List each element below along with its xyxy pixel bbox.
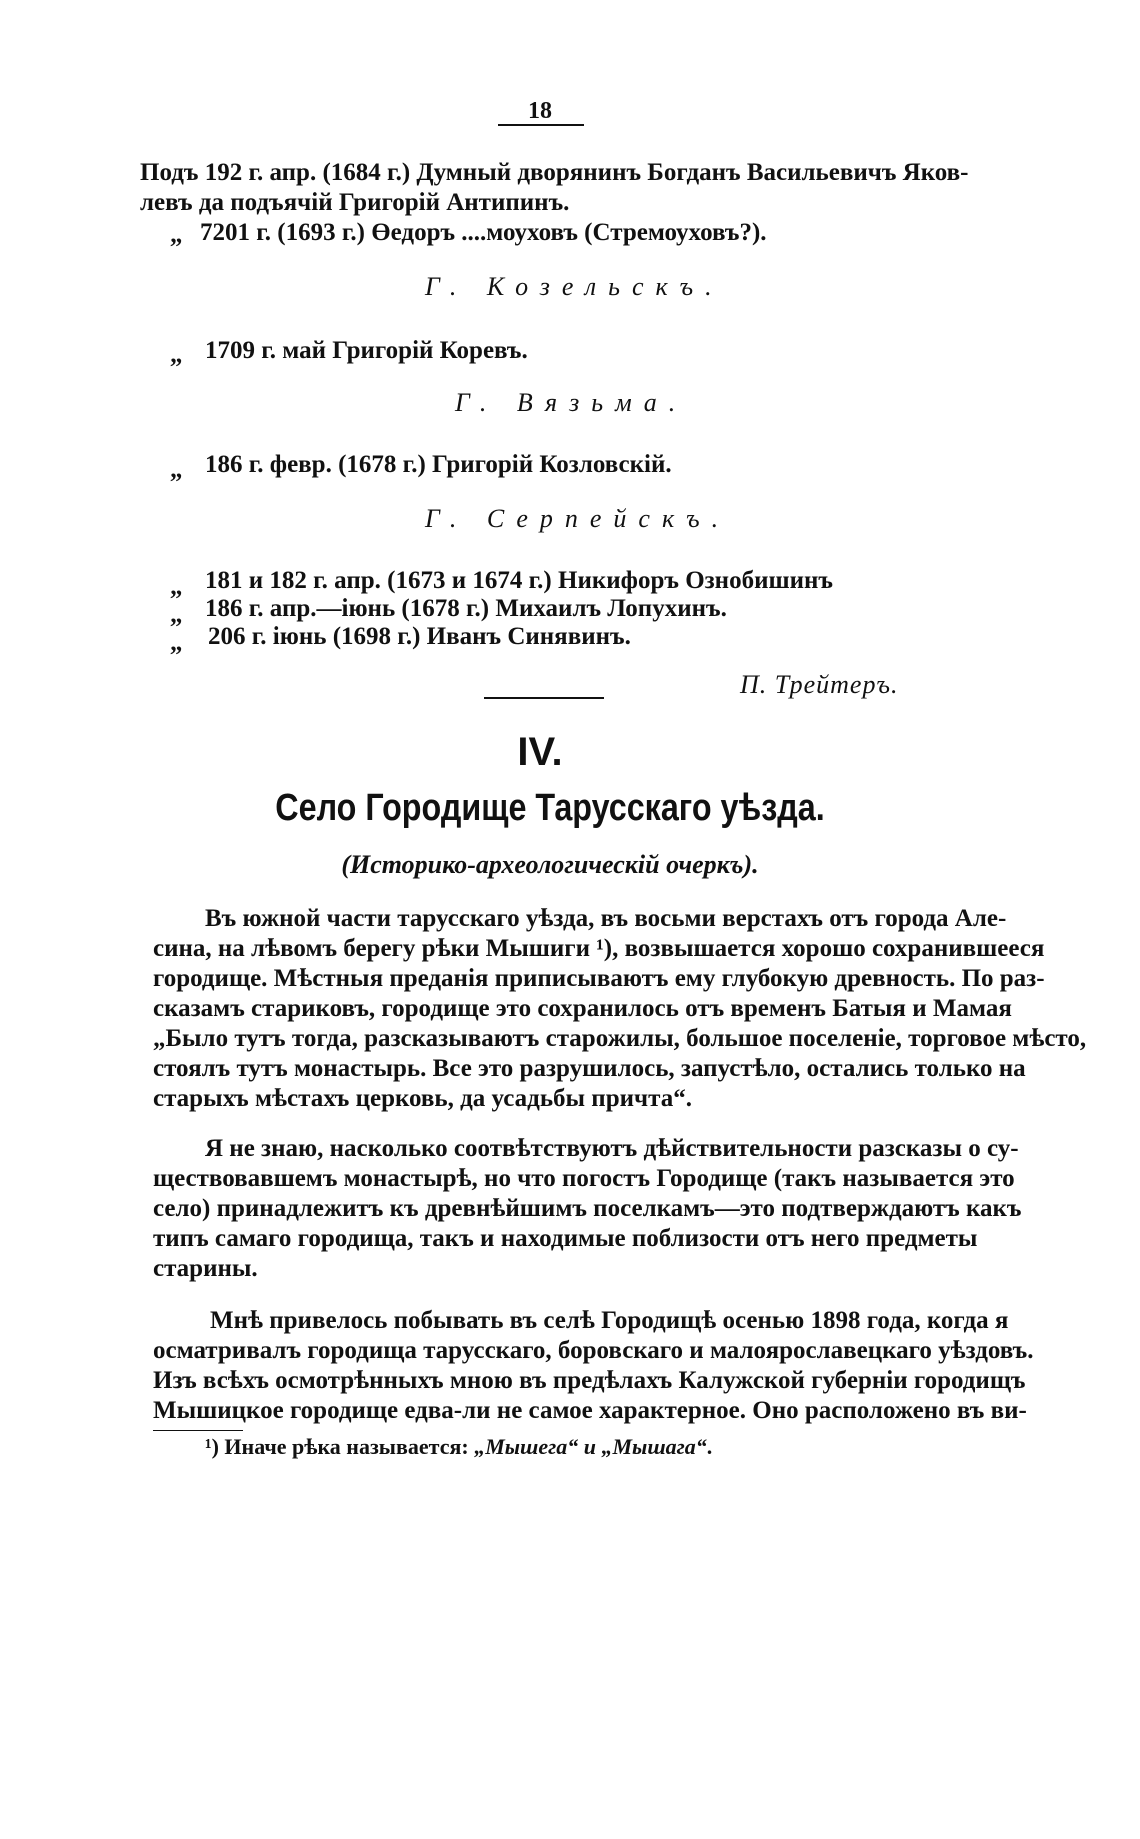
footnote-conj: и	[578, 1434, 602, 1459]
paragraph-line: стоялъ тутъ монастырь. Все это разрушилось, запустѣло, остались только на	[153, 1055, 1026, 1082]
entry-line: 7201 г. (1693 г.) Өедоръ ....моуховъ (Стремоуховъ?).	[200, 219, 767, 246]
ditto-mark: „	[170, 221, 183, 248]
paragraph-line: сказамъ стариковъ, городище это сохранилось отъ временъ Батыя и Мамая	[153, 995, 1012, 1022]
author-signature: П. Трейтеръ.	[740, 670, 899, 699]
paragraph-line: Изъ всѣхъ осмотрѣнныхъ мною въ предѣлахъ Калужской губерніи городищъ	[153, 1367, 1026, 1394]
page-number-rule	[498, 124, 584, 126]
section-heading: Г. Вязьма.	[455, 388, 688, 417]
entry-line: Подъ 192 г. апр. (1684 г.) Думный дворянинъ Богданъ Васильевичъ Яков-	[140, 159, 969, 186]
section-heading: Г. Козельскъ.	[425, 272, 724, 301]
chapter-numeral: IV.	[517, 730, 563, 774]
chapter-subtitle: (Историко-археологическій очеркъ).	[341, 850, 759, 879]
section-divider	[484, 697, 604, 699]
paragraph-line: старины.	[153, 1255, 258, 1282]
entry-line: 206 г. іюнь (1698 г.) Иванъ Синявинъ.	[208, 623, 631, 650]
entry-line: 181 и 182 г. апр. (1673 и 1674 г.) Никифоръ Ознобишинъ	[205, 567, 833, 594]
ditto-mark: „	[170, 456, 183, 483]
footnote-rule	[153, 1430, 243, 1431]
paragraph-line: „Было тутъ тогда, разсказываютъ старожилы, большое поселеніе, торговое мѣсто,	[153, 1025, 1087, 1052]
paragraph-line: Мнѣ привелось побывать въ селѣ Городищѣ осенью 1898 года, когда я	[210, 1307, 1009, 1334]
entry-line: 186 г. февр. (1678 г.) Григорій Козловскій.	[205, 451, 672, 478]
paragraph-line: сина, на лѣвомъ берегу рѣки Мышиги ¹), возвышается хорошо сохранившееся	[153, 935, 1045, 962]
paragraph-line: осматривалъ городища тарусскаго, боровскаго и малоярославецкаго уѣздовъ.	[153, 1337, 1034, 1364]
entry-line: 1709 г. май Григорій Коревъ.	[205, 337, 528, 364]
paragraph-line: типъ самаго городища, такъ и находимые поблизости отъ него предметы	[153, 1225, 978, 1252]
footnote-variant: „Мышега“	[474, 1434, 579, 1459]
ditto-mark: „	[170, 629, 183, 656]
footnote-end: .	[706, 1434, 713, 1459]
paragraph-line: городище. Мѣстныя преданія приписываютъ ему глубокую древность. По раз-	[153, 965, 1045, 992]
footnote-text: ¹) Иначе рѣка называется:	[205, 1434, 475, 1459]
paragraph-line: Въ южной части тарусскаго уѣзда, въ восьми верстахъ отъ города Але-	[205, 905, 1007, 932]
entry-line: левъ да подъячій Григорій Антипинъ.	[140, 189, 570, 216]
paragraph-line: Я не знаю, насколько соотвѣтствуютъ дѣйствительности разсказы о су-	[205, 1135, 1019, 1162]
paragraph-line: старыхъ мѣстахъ церковь, да усадьбы причта“.	[153, 1085, 692, 1112]
ditto-mark: „	[170, 601, 183, 628]
ditto-mark: „	[170, 341, 183, 368]
paragraph-line: Мышицкое городище едва-ли не самое характерное. Оно расположено въ ви-	[153, 1397, 1027, 1424]
page-number: 18	[528, 98, 552, 124]
paragraph-line: село) принадлежитъ къ древнѣйшимъ поселкамъ—это подтверждаютъ какъ	[153, 1195, 1022, 1222]
footnote-variant: „Мышага“	[601, 1434, 707, 1459]
chapter-title: Село Городище Тарусскаго уѣзда.	[275, 787, 825, 829]
entry-line: 186 г. апр.—іюнь (1678 г.) Михаилъ Лопухинъ.	[205, 595, 727, 622]
section-heading: Г. Серпейскъ.	[425, 504, 731, 533]
ditto-mark: „	[170, 573, 183, 600]
footnote	[205, 1432, 712, 1462]
paragraph-line: ществовавшемъ монастырѣ, но что погостъ Городище (такъ называется это	[153, 1165, 1015, 1192]
